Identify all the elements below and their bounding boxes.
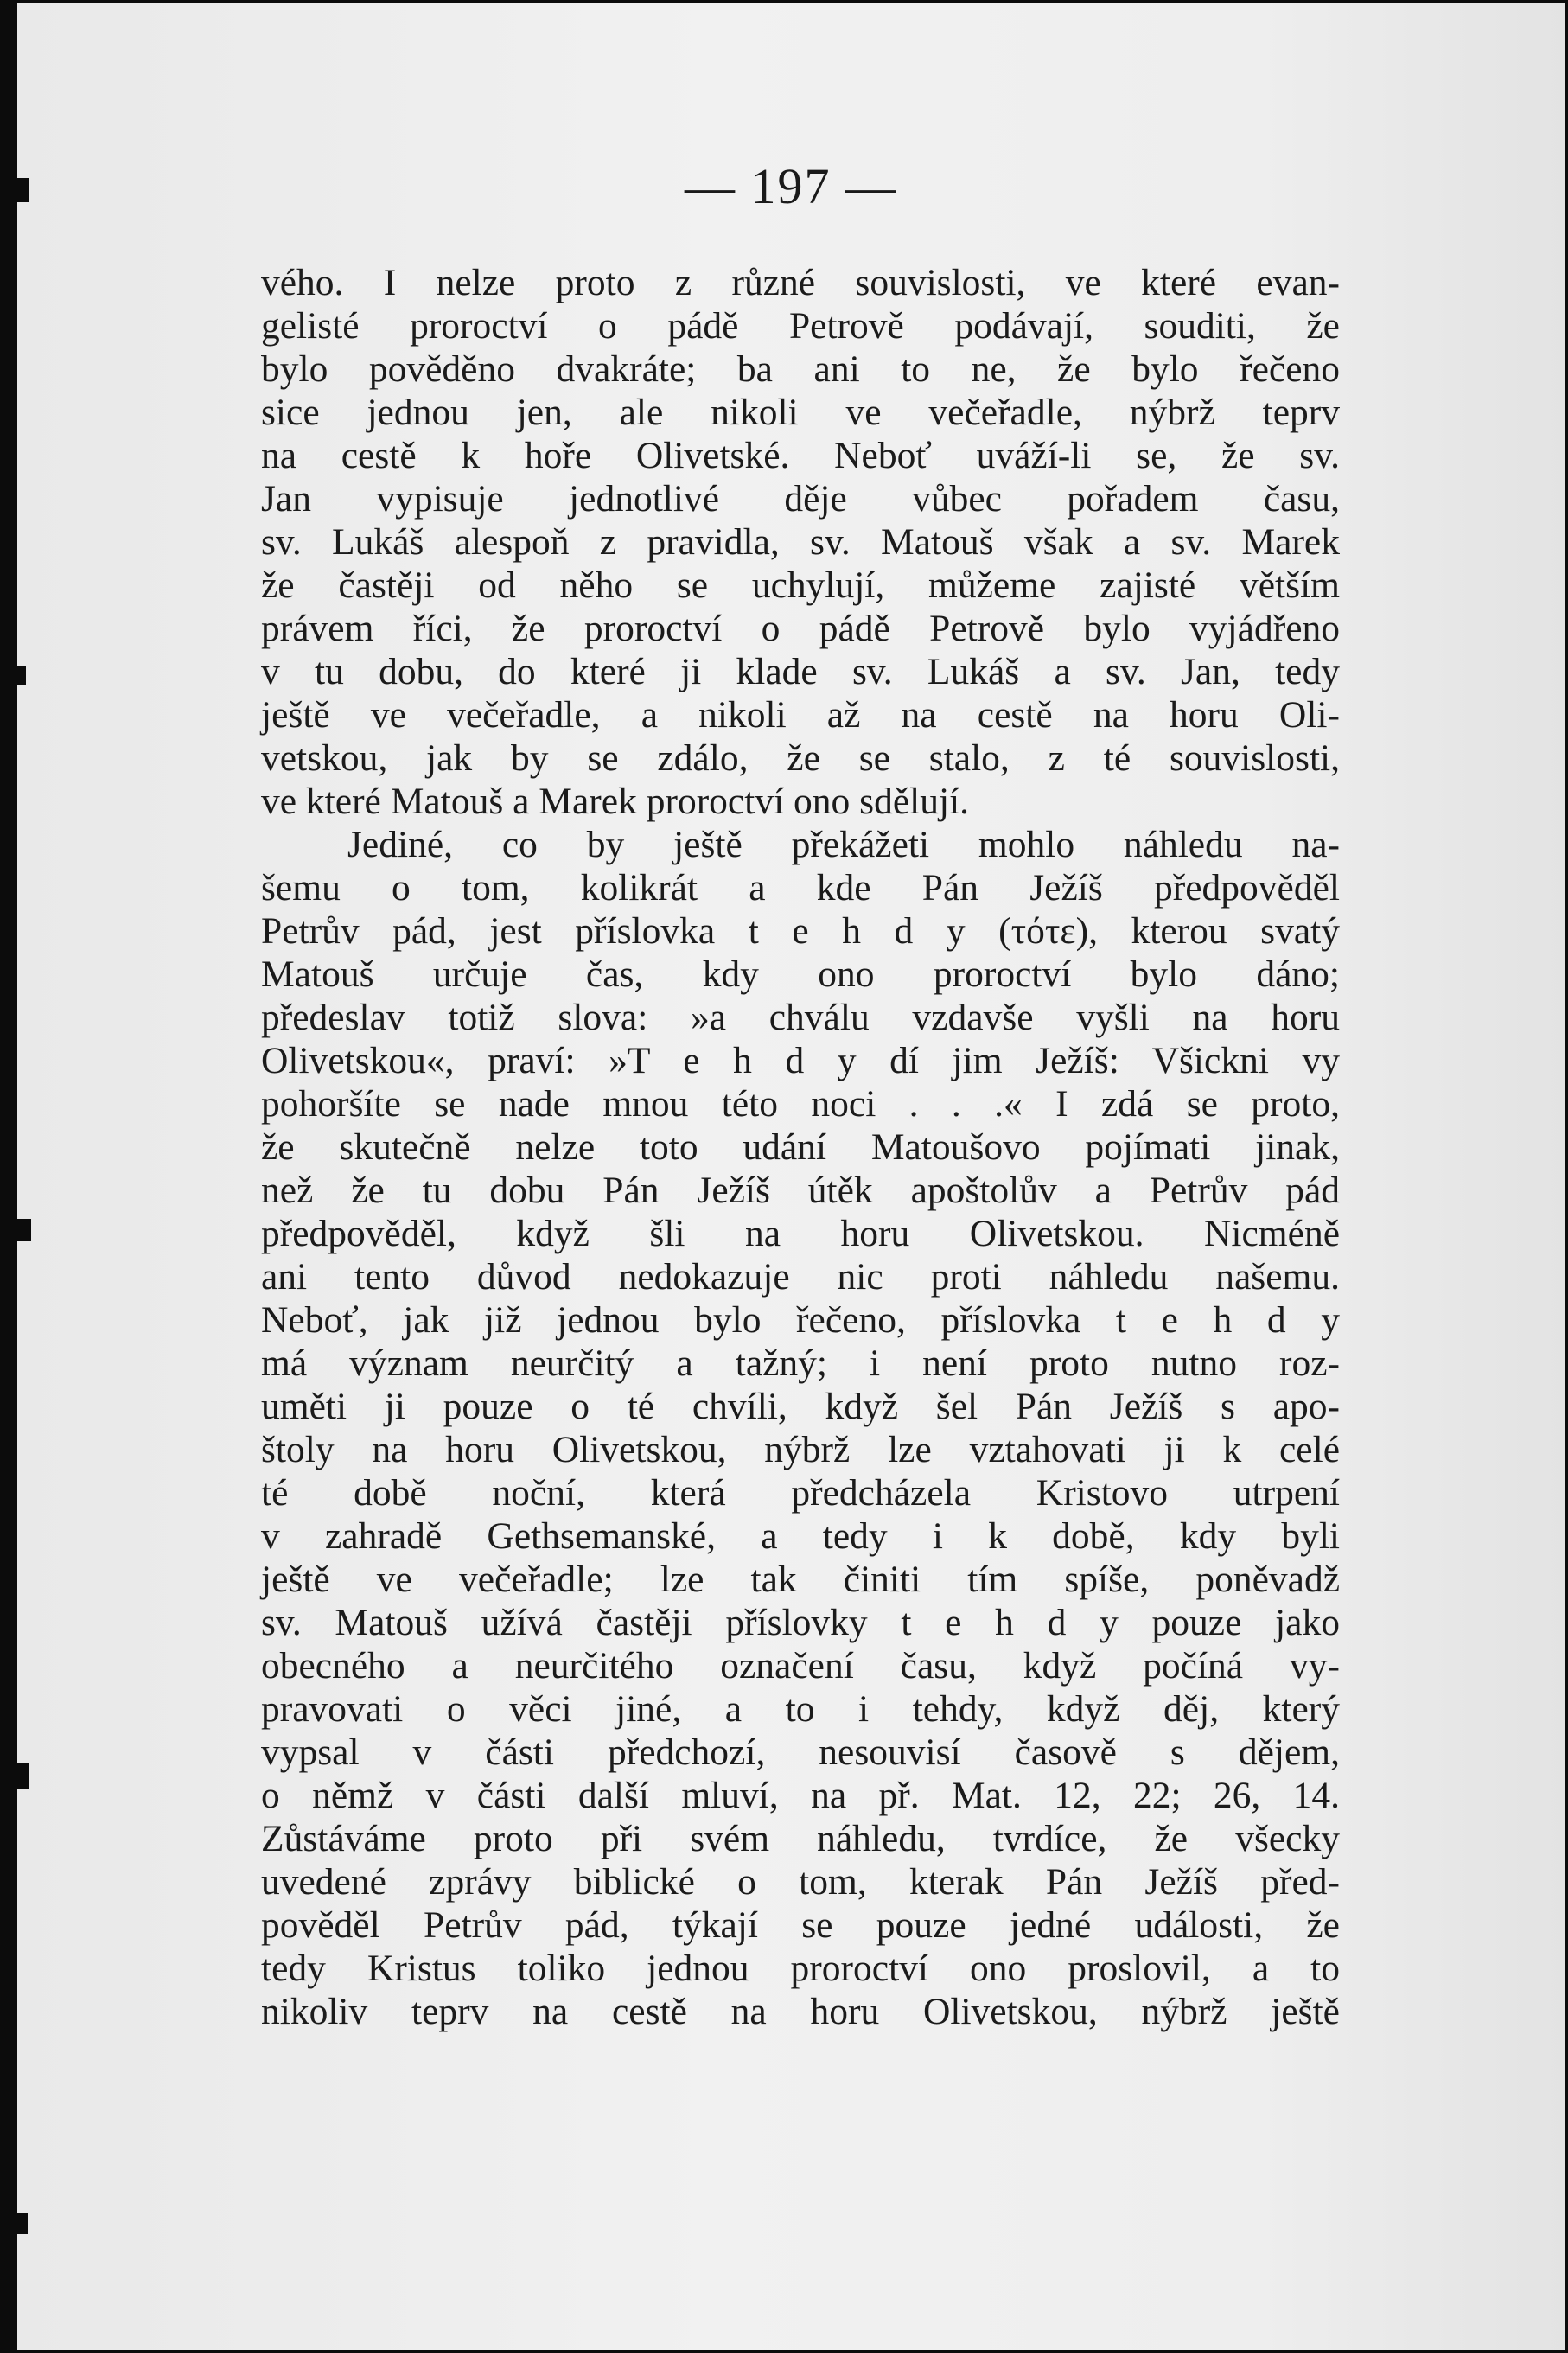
text-line: v tu dobu, do které ji klade sv. Lukáš a sv. Jan, tedy bbox=[261, 651, 1340, 692]
text-line: ve které Matouš a Marek proroctví ono sdělují. bbox=[261, 781, 970, 822]
binding-mark bbox=[17, 178, 29, 202]
text-line: tedy Kristus toliko jednou proroctví ono proslovil, a to bbox=[261, 1948, 1340, 1989]
text-line: uměti ji pouze o té chvíli, když šel Pán Ježíš s apo- bbox=[261, 1386, 1340, 1427]
text-line: že častěji od něho se uchylují, můžeme zajisté větším bbox=[261, 564, 1340, 606]
text-line: sice jednou jen, ale nikoli ve večeřadle, nýbrž teprv bbox=[261, 392, 1340, 433]
paper-sheet bbox=[17, 3, 1565, 2350]
text-line: vého. I nelze proto z různé souvislosti, ve které evan- bbox=[261, 262, 1340, 303]
text-line: pověděl Petrův pád, týkají se pouze jedné události, že bbox=[261, 1904, 1340, 1946]
binding-mark bbox=[17, 1763, 29, 1789]
text-line: Jediné, co by ještě překážeti mohlo náhledu na- bbox=[347, 824, 1340, 865]
text-line: na cestě k hoře Olivetské. Neboť uváží-li se, že sv. bbox=[261, 435, 1340, 476]
text-line: vetskou, jak by se zdálo, že se stalo, z té souvislosti, bbox=[261, 737, 1340, 779]
text-line: Neboť, jak již jednou bylo řečeno, příslovka t e h d y bbox=[261, 1299, 1340, 1341]
text-line: Petrův pád, jest příslovka t e h d y (τότε), kterou svatý bbox=[261, 910, 1340, 952]
text-line: sv. Lukáš alespoň z pravidla, sv. Matouš však a sv. Marek bbox=[261, 521, 1340, 563]
text-line: ještě ve večeřadle; lze tak činiti tím spíše, poněvadž bbox=[261, 1559, 1340, 1600]
text-line: štoly na horu Olivetskou, nýbrž lze vztahovati ji k celé bbox=[261, 1429, 1340, 1470]
text-line: vypsal v části předchozí, nesouvisí časově s dějem, bbox=[261, 1731, 1340, 1773]
text-line: ani tento důvod nedokazuje nic proti náhledu našemu. bbox=[261, 1256, 1340, 1298]
page-number: — 197 — bbox=[685, 158, 897, 214]
binding-mark bbox=[17, 1219, 31, 1241]
text-line: právem říci, že proroctví o pádě Petrově bylo vyjádřeno bbox=[261, 608, 1340, 649]
text-line: že skutečně nelze toto udání Matoušovo pojímati jinak, bbox=[261, 1126, 1340, 1168]
text-line: uvedené zprávy biblické o tom, kterak Pán Ježíš před- bbox=[261, 1861, 1340, 1903]
text-line: Matouš určuje čas, kdy ono proroctví bylo dáno; bbox=[261, 953, 1340, 995]
text-line: předeslav totiž slova: »a chválu vzdavše vyšli na horu bbox=[261, 997, 1340, 1038]
text-line: Zůstáváme proto při svém náhledu, tvrdíce, že všecky bbox=[261, 1818, 1340, 1859]
text-line: pravovati o věci jiné, a to i tehdy, když děj, který bbox=[261, 1688, 1340, 1730]
text-line: než že tu dobu Pán Ježíš útěk apoštolův a Petrův pád bbox=[261, 1170, 1340, 1211]
binding-mark bbox=[17, 2213, 28, 2234]
text-line: o němž v části další mluví, na př. Mat. 12, 22; 26, 14. bbox=[261, 1775, 1340, 1816]
text-line: Olivetskou«, praví: »T e h d y dí jim Ježíš: Všickni vy bbox=[261, 1040, 1340, 1081]
text-line: šemu o tom, kolikrát a kde Pán Ježíš předpověděl bbox=[261, 867, 1340, 909]
text-line: obecného a neurčitého označení času, když počíná vy- bbox=[261, 1645, 1340, 1687]
text-line: nikoliv teprv na cestě na horu Olivetskou, nýbrž ještě bbox=[261, 1991, 1340, 2032]
binding-mark bbox=[17, 666, 26, 685]
text-line: bylo pověděno dvakráte; ba ani to ne, že bylo řečeno bbox=[261, 348, 1340, 390]
text-line: Jan vypisuje jednotlivé děje vůbec pořadem času, bbox=[261, 478, 1340, 520]
text-line: v zahradě Gethsemanské, a tedy i k době, kdy byli bbox=[261, 1515, 1340, 1557]
body-text bbox=[261, 261, 1340, 2033]
text-line: má význam neurčitý a tažný; i není proto nutno roz- bbox=[261, 1342, 1340, 1384]
text-line: té době noční, která předcházela Kristovo utrpení bbox=[261, 1472, 1340, 1514]
text-line: gelisté proroctví o pádě Petrově podávají, souditi, že bbox=[261, 305, 1340, 347]
text-line: pohoršíte se nade mnou této noci . . .« I zdá se proto, bbox=[261, 1083, 1340, 1125]
text-line: předpověděl, když šli na horu Olivetskou. Nicméně bbox=[261, 1213, 1340, 1254]
text-line: sv. Matouš užívá častěji příslovky t e h d y pouze jako bbox=[261, 1602, 1340, 1643]
text-line: ještě ve večeřadle, a nikoli až na cestě na horu Oli- bbox=[261, 694, 1340, 736]
